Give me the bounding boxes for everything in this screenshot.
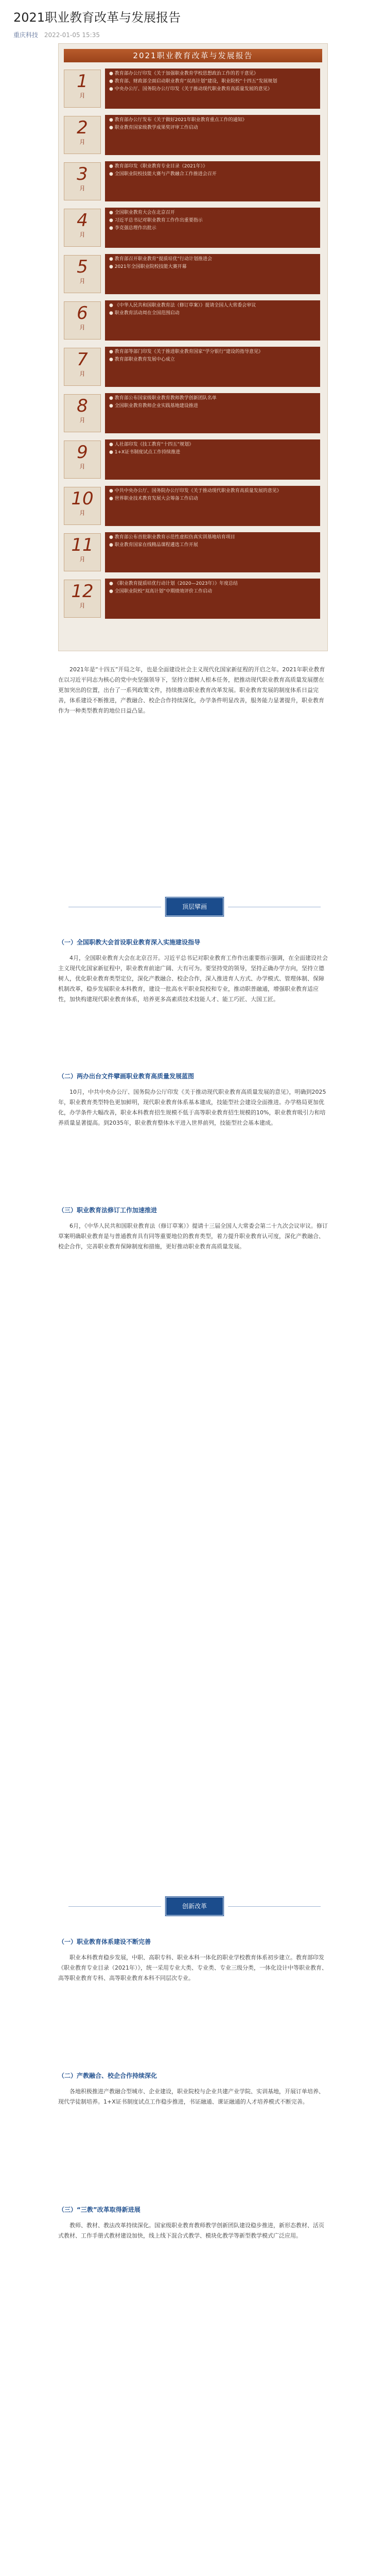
month-events: [105, 115, 320, 155]
month-badge: [64, 487, 101, 525]
month-event-line: ● 习近平总书记对职业教育工作作出重要指示: [109, 218, 203, 223]
month-event-line: ● 教育部公布国家级职业教育教师教学创新团队名单: [109, 396, 217, 401]
month-event-line: ● 教育部办公厅发布《关于做好2021年职业教育重点工作的通知》: [109, 117, 247, 123]
section-pill: 顶层擘画: [165, 896, 224, 917]
month-event-line: ● 人社部印发《技工教育“十四五”规划》: [109, 442, 194, 447]
month-unit: 月: [79, 92, 85, 99]
month-unit: 月: [79, 602, 85, 609]
month-badge: [64, 70, 101, 108]
month-number: 1: [77, 71, 88, 92]
month-events: [105, 486, 320, 526]
month-events: [105, 579, 320, 619]
month-events: [105, 439, 320, 480]
month-event-line: ● 全国职业教育大会在北京召开: [109, 210, 175, 215]
month-number: 4: [77, 210, 88, 231]
sub-heading: （一）职业教育体系建设不断完善: [58, 1938, 151, 1945]
intro-paragraph: 2021年是“十四五”开局之年，也是全面建设社会主义现代化国家新征程的开启之年。2021年职业教育在以习近平同志为核心的党中央坚强领导下，坚持立德树人根本任务，把推动现代职业教育高质量发展摆在更加突出的位置，出台了一系列政策文件，持续推动职业教育改革发展。职业教育发展的制度体系日益完善，体系建设不断推进，产教融合、校企合作持续深化，办学条件明显改善，服务能力显著提升，职业教育作为一种类型教育的地位日益凸显。: [58, 666, 325, 714]
section-paragraph: 6月，《中华人民共和国职业教育法（修订草案）》提请十三届全国人大常委会第二十九次会议审议。修订草案明确职业教育是与普通教育具有同等重要地位的教育类型，着力提升职业教育认可度，深化产教融合、校企合作，完善职业教育保障制度和措施，更好推动职业教育高质量发展。: [58, 1223, 328, 1250]
sub-heading: （二）产教融合、校企合作持续深化: [58, 2072, 157, 2079]
month-event-line: ● 职业教育活动周在全国范围启动: [109, 311, 180, 316]
month-row: [64, 298, 322, 343]
month-row: [64, 252, 322, 296]
section-paragraph: 10月，中共中央办公厅、国务院办公厅印发《关于推动现代职业教育高质量发展的意见》，明确到2025年，职业教育类型特色更加鲜明，现代职业教育体系基本建成，技能型社会建设全面推进。办学格局更加优化，办学条件大幅改善，职业本科教育招生规模不低于高等职业教育招生规模的10%，职业教育吸引力和培养质量显著提高。到2035年，职业教育整体水平进入世界前列，技能型社会基本建成。: [58, 1089, 326, 1126]
month-unit: 月: [79, 231, 85, 238]
month-event-line: ● 李克强总理作出批示: [109, 226, 156, 231]
month-event-line: ● 职业教育国家级教学成果奖评审工作启动: [109, 125, 198, 130]
month-number: 7: [77, 349, 88, 370]
month-row: [64, 345, 322, 389]
month-events: [105, 300, 320, 341]
section-paragraph: 职业本科教育稳步发展，中职、高职专科、职业本科一体化的职业学校教育体系初步建立。教育部印发《职业教育专业目录（2021年）》，统一采用专业大类、专业类、专业三级分类，一体化设计中等职业教育、高等职业教育专科、高等职业教育本科不同层次专业。: [58, 1954, 327, 1981]
month-row: [64, 159, 322, 204]
month-unit: 月: [79, 139, 85, 145]
month-unit: 月: [79, 185, 85, 192]
month-event-line: ● 《职业教育提质培优行动计划（2020—2023年）》年度总结: [109, 581, 238, 586]
month-unit: 月: [79, 417, 85, 423]
month-badge: [64, 533, 101, 571]
sub-heading: （三）“三教”改革取得新进展: [58, 2206, 141, 2213]
month-list: [64, 66, 322, 621]
month-badge: [64, 255, 101, 293]
month-number: 10: [71, 488, 94, 509]
month-row: [64, 66, 322, 111]
sub-heading: （一）全国职教大会首设职业教育深入实施建设指导: [58, 939, 201, 946]
month-badge: [64, 580, 101, 618]
month-row: [64, 530, 322, 574]
month-event-line: ● 教育部职业教育发展中心成立: [109, 357, 175, 362]
month-events: [105, 208, 320, 248]
month-event-line: ● 教育部等部门印发《关于推进职业教育国家“学分银行”建设的指导意见》: [109, 349, 264, 354]
account-link[interactable]: 重庆科技: [13, 31, 39, 39]
article-title: 2021职业教育改革与发展报告: [13, 10, 181, 25]
month-number: 9: [77, 442, 88, 463]
month-unit: 月: [79, 556, 85, 563]
month-badge: [64, 209, 101, 247]
month-event-line: ● 教育部公布首批职业教育示范性虚拟仿真实训基地培育项目: [109, 535, 235, 540]
month-number: 11: [71, 535, 94, 555]
month-number: 12: [71, 581, 94, 602]
section-pill: 创新改革: [165, 1896, 224, 1917]
month-event-line: ● 教育部、财政部全面启动职业教育“双高计划”建设，职业院校“十四五”发展规划: [109, 79, 277, 84]
month-badge: [64, 301, 101, 340]
month-row: [64, 391, 322, 435]
month-event-line: ● 2021年全国职业院校技能大赛开幕: [109, 264, 187, 269]
month-event-line: ● 中共中央办公厅、国务院办公厅印发《关于推动现代职业教育高质量发展的意见》: [109, 488, 282, 494]
month-badge: [64, 348, 101, 386]
sub-heading: （二）两办出台文件擘画职业教育高质量发展蓝图: [58, 1073, 195, 1080]
month-events: [105, 69, 320, 109]
month-event-line: ● 全国职业院校“双高计划”中期绩效评价工作启动: [109, 589, 213, 594]
month-unit: 月: [79, 370, 85, 377]
month-row: [64, 206, 322, 250]
month-number: 3: [77, 164, 88, 184]
month-events: [105, 393, 320, 433]
article-meta: [13, 30, 373, 39]
month-event-line: ● 世界职业技术教育发展大会筹备工作启动: [109, 496, 198, 501]
section-paragraph: 各地积极推进产教融合型城市、企业建设，职业院校与企业共建产业学院、实训基地，开展订单培养、现代学徒制培养。1+X证书制度试点工作稳步推进，书证融通、课证融通的人才培养模式不断完善。: [58, 2088, 324, 2105]
month-unit: 月: [79, 510, 85, 516]
month-events: [105, 347, 320, 387]
timeline-poster: [58, 43, 328, 651]
month-row: [64, 577, 322, 621]
month-events: [105, 161, 320, 201]
month-unit: 月: [79, 463, 85, 470]
section-paragraph: 4月，全国职业教育大会在北京召开。习近平总书记对职业教育工作作出重要指示强调，在全面建设社会主义现代化国家新征程中，职业教育前途广阔、大有可为。要坚持党的领导，坚持正确办学方向，坚持立德树人，优化职业教育类型定位，深化产教融合、校企合作，深入推进育人方式、办学模式、管理体制、保障机制改革，稳步发展职业本科教育，建设一批高水平职业院校和专业，推动职普融通，增强职业教育适应性，加快构建现代职业教育体系，培养更多高素质技术技能人才、能工巧匠、大国工匠。: [58, 955, 328, 1003]
month-events: [105, 532, 320, 572]
month-unit: 月: [79, 324, 85, 331]
poster-title: 2021职业教育改革与发展报告: [64, 49, 322, 62]
sub-heading: （三）职业教育法修订工作加速推进: [58, 1207, 157, 1214]
month-row: [64, 113, 322, 157]
month-event-line: ● 《中华人民共和国职业教育法（修订草案）》提请全国人大常委会审议: [109, 303, 256, 308]
month-row: [64, 484, 322, 528]
month-row: [64, 437, 322, 482]
month-unit: 月: [79, 278, 85, 284]
month-event-line: ● 职业教育国家在线精品课程遴选工作开展: [109, 543, 198, 548]
month-number: 2: [77, 117, 88, 138]
month-number: 8: [77, 396, 88, 416]
month-event-line: ● 1+X证书制度试点工作持续推进: [109, 450, 181, 455]
month-events: [105, 254, 320, 294]
month-number: 6: [77, 303, 88, 324]
month-event-line: ● 全国职业院校技能大赛与产教融合工作推进会召开: [109, 172, 217, 177]
month-badge: [64, 394, 101, 432]
month-event-line: ● 全国职业教育教师企业实践基地建设推进: [109, 403, 198, 409]
publish-date: 2022-01-05 15:35: [44, 31, 100, 39]
month-badge: [64, 162, 101, 200]
month-event-line: ● 教育部办公厅印发《关于加强职业教育学校思想政治工作的若干意见》: [109, 71, 258, 76]
month-event-line: ● 教育部印发《职业教育专业目录（2021年）》: [109, 164, 208, 169]
month-event-line: ● 教育部召开职业教育“提质培优”行动计划推进会: [109, 257, 213, 262]
month-number: 5: [77, 257, 88, 277]
section-paragraph: 教师、教材、教法改革持续深化。国家级职业教育教师教学创新团队建设稳步推进，新形态教材、活页式教材、工作手册式教材建设加快，线上线下混合式教学、模块化教学等新型教学模式广泛应用。: [58, 2222, 324, 2239]
month-event-line: ● 中央办公厅、国务院办公厅印发《关于推动现代职业教育高质量发展的意见》: [109, 87, 272, 92]
month-badge: [64, 440, 101, 479]
article-header: [0, 0, 386, 39]
month-badge: [64, 116, 101, 154]
